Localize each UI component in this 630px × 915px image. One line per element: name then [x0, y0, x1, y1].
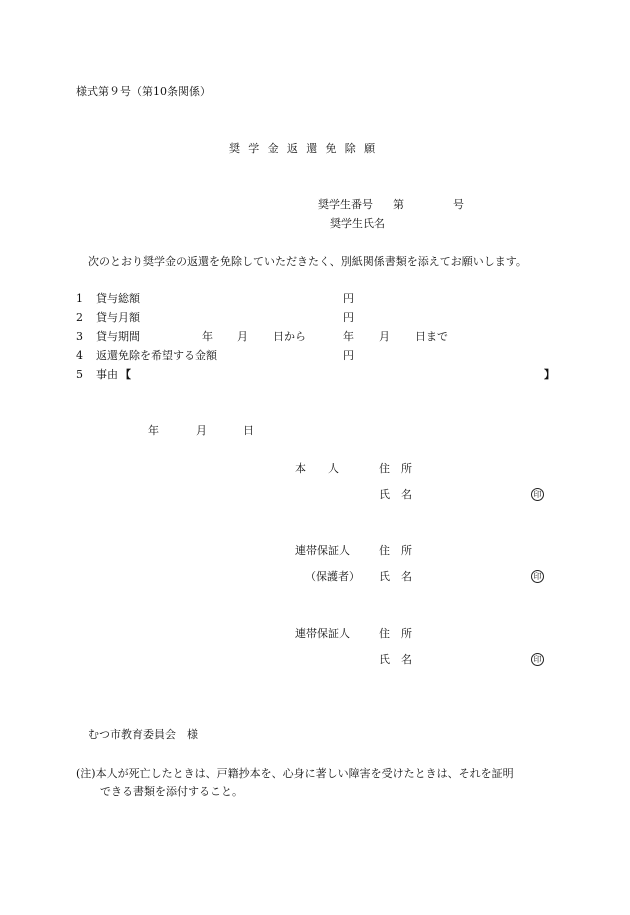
- item-4-unit: 円: [343, 349, 354, 362]
- item-4-label: 返還免除を希望する金額: [96, 349, 217, 362]
- seal-mark-icon: 印: [531, 653, 544, 666]
- note-line-1: (注)本人が死亡したときは、戸籍抄本を、心身に著しい障害を受けたときは、それを証明: [76, 767, 514, 780]
- signer-guarantor1-address-label: 住 所: [379, 544, 412, 557]
- item-2-unit: 円: [343, 311, 354, 324]
- period-start-month: 月: [237, 330, 248, 343]
- signer-guarantor1-role: 連帯保証人: [295, 544, 350, 557]
- item-1-label: 貸与総額: [96, 292, 140, 305]
- student-number-label: 奨学生番号: [318, 198, 373, 211]
- period-end-day: 日まで: [415, 330, 448, 343]
- date-day: 日: [243, 424, 254, 437]
- item-2-num: 2: [76, 311, 83, 324]
- period-start-day: 日から: [273, 330, 306, 343]
- item-3-label: 貸与期間: [96, 330, 140, 343]
- addressee: むつ市教育委員会 様: [88, 728, 198, 741]
- period-start-year: 年: [202, 330, 213, 343]
- signer-self-address-label: 住 所: [379, 462, 412, 475]
- signer-guarantor1-sub-role: （保護者）: [305, 570, 360, 583]
- item-5-num: 5: [76, 368, 83, 381]
- item-4-num: 4: [76, 349, 83, 362]
- note-line-2: できる書類を添付すること。: [100, 785, 243, 798]
- signer-guarantor1-name-label: 氏 名: [379, 570, 412, 583]
- form-label: 様式第９号（第10条関係）: [76, 85, 211, 98]
- signer-guarantor2-name-label: 氏 名: [379, 653, 412, 666]
- student-number-suffix: 号: [453, 198, 464, 211]
- seal-mark-icon: 印: [531, 570, 544, 583]
- student-name-label: 奨学生氏名: [330, 217, 385, 230]
- intro-text: 次のとおり奨学金の返還を免除していただきたく、別紙関係書類を添えてお願いします。: [88, 255, 527, 268]
- item-1-num: 1: [76, 292, 83, 305]
- reason-open-bracket: 【: [120, 368, 131, 381]
- date-month: 月: [196, 424, 207, 437]
- period-end-year: 年: [343, 330, 354, 343]
- signer-self-role: 本 人: [295, 462, 339, 475]
- period-end-month: 月: [379, 330, 390, 343]
- item-1-unit: 円: [343, 292, 354, 305]
- student-number-prefix: 第: [393, 198, 404, 211]
- signer-self-name-label: 氏 名: [379, 488, 412, 501]
- item-5-label: 事由: [96, 368, 118, 381]
- reason-close-bracket: 】: [544, 368, 555, 381]
- item-3-num: 3: [76, 330, 83, 343]
- date-year: 年: [148, 424, 159, 437]
- signer-guarantor2-address-label: 住 所: [379, 627, 412, 640]
- item-2-label: 貸与月額: [96, 311, 140, 324]
- seal-mark-icon: 印: [531, 488, 544, 501]
- signer-guarantor2-role: 連帯保証人: [295, 627, 350, 640]
- page-title: 奨学金返還免除願: [229, 142, 384, 155]
